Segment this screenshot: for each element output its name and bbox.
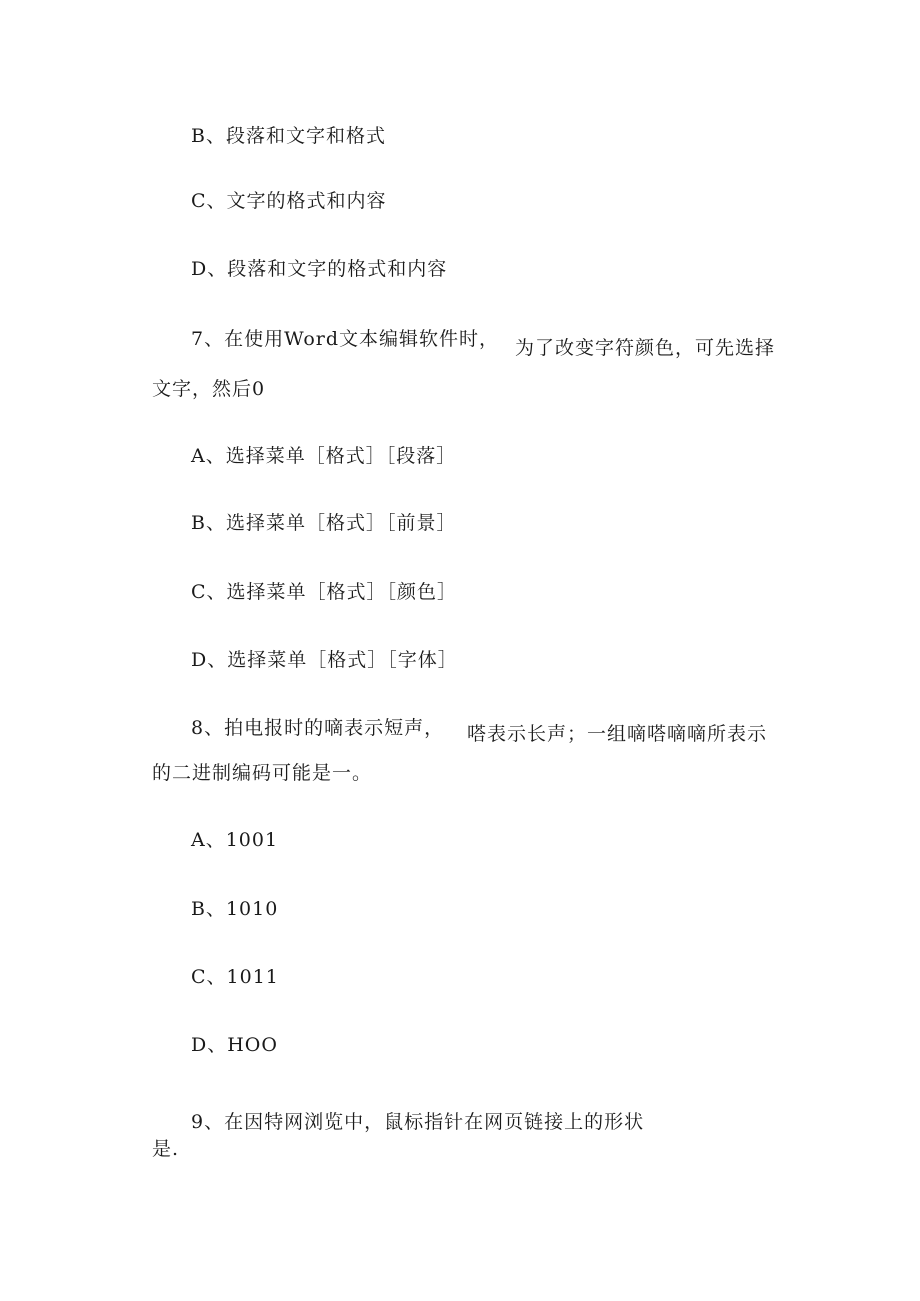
q7-stem-line2: 文字，然后0: [152, 378, 266, 400]
q8-stem-part1: 8、拍电报时的嘀表示短声，: [191, 717, 445, 739]
q8-option-c: C、1011: [191, 966, 279, 988]
q8-option-d: D、HOO: [191, 1034, 278, 1056]
q8-stem-part2: 嗒表示长声；一组嘀嗒嘀嘀所表示: [467, 723, 768, 745]
q6-option-c: C、文字的格式和内容: [191, 190, 387, 212]
q7-stem-part2: 为了改变字符颜色，可先选择: [515, 337, 776, 359]
q7-option-b: B、选择菜单［格式］［前景］: [191, 512, 457, 534]
q9-stem-line2: 是.: [152, 1138, 180, 1160]
q7-stem-part1: 7、在使用Word文本编辑软件时，: [191, 328, 500, 350]
q7-option-d: D、选择菜单［格式］［字体］: [191, 649, 458, 671]
q8-stem-line2: 的二进制编码可能是一。: [152, 762, 373, 784]
q8-option-a: A、1001: [191, 829, 279, 851]
q8-option-b: B、1010: [191, 898, 279, 920]
q6-option-b: B、段落和文字和格式: [191, 125, 386, 147]
q9-stem-line1: 9、在因特网浏览中，鼠标指针在网页链接上的形状: [191, 1111, 645, 1133]
q7-option-c: C、选择菜单［格式］［颜色］: [191, 581, 458, 603]
q6-option-d: D、段落和文字的格式和内容: [191, 258, 448, 280]
q7-option-a: A、选择菜单［格式］［段落］: [191, 445, 457, 467]
